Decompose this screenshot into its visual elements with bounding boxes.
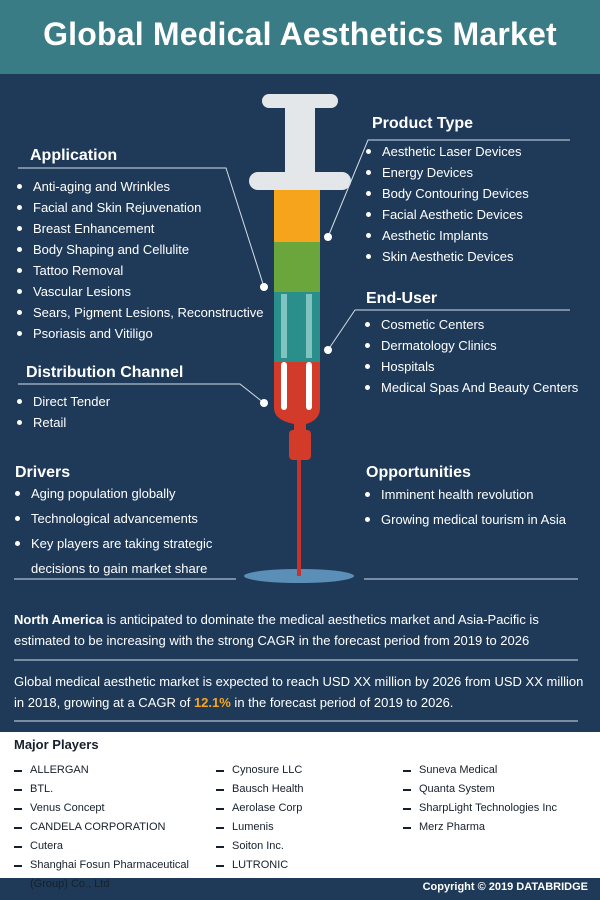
list-item: Breast Enhancement [17, 218, 264, 239]
list-item: Medical Spas And Beauty Centers [365, 377, 578, 398]
player-item: Venus Concept [14, 799, 189, 818]
summary-north-america [14, 609, 586, 651]
page-title: Global Medical Aesthetics Market [43, 16, 557, 52]
application-list [17, 176, 264, 344]
player-item: SharpLight Technologies Inc [403, 799, 557, 818]
list-item: Skin Aesthetic Devices [366, 246, 529, 267]
summary-market-forecast [14, 671, 586, 713]
copyright-text: Copyright © 2019 DATABRIDGE [422, 881, 588, 893]
players-column-3 [403, 761, 557, 837]
barrel-stripe [306, 294, 312, 358]
barrel-orange [274, 190, 320, 242]
fork-prong [306, 362, 312, 410]
list-item: Hospitals [365, 356, 578, 377]
barrel-red [274, 362, 320, 440]
player-item: BTL. [14, 780, 189, 799]
list-item: Energy Devices [366, 162, 529, 183]
player-item-continuation: (Group) Co., Ltd [30, 878, 110, 890]
player-item: LUTRONIC [216, 856, 304, 875]
list-item: Aesthetic Implants [366, 225, 529, 246]
list-item: Growing medical tourism in Asia [365, 507, 566, 532]
needle-hub [289, 430, 311, 460]
list-item: Aesthetic Laser Devices [366, 141, 529, 162]
product-type-title: Product Type [372, 115, 474, 132]
players-column-2 [216, 761, 304, 875]
fork-prong [281, 362, 287, 410]
list-item: Cosmetic Centers [365, 314, 578, 335]
barrel-teal [274, 292, 320, 362]
player-item: Suneva Medical [403, 761, 557, 780]
distribution-channel-list [17, 391, 110, 433]
list-item: Aging population globally [15, 481, 212, 506]
product-type-list [366, 141, 529, 267]
opportunities-title: Opportunities [366, 464, 471, 481]
application-title: Application [30, 147, 118, 164]
list-item: Key players are taking strategic [15, 531, 212, 556]
player-item: Bausch Health [216, 780, 304, 799]
barrel-stripe [281, 294, 287, 358]
summary-bold: North America [14, 612, 104, 627]
player-item: Shanghai Fosun Pharmaceutical [14, 856, 189, 875]
player-item: ALLERGAN [14, 761, 189, 780]
major-players-title: Major Players [14, 737, 99, 752]
player-item: Merz Pharma [403, 818, 557, 837]
summary-text: is anticipated to dominate the medical aesthetics market and Asia-Pacific is estimated to be increasing with the strong CAGR in the forecast period from 2019 to 2026 [14, 612, 539, 648]
list-item: Technological advancements [15, 506, 212, 531]
drivers-title: Drivers [15, 464, 71, 481]
list-item: Direct Tender [17, 391, 110, 412]
summary-text: Global medical aesthetic market is expected to reach USD XX million by 2026 from USD XX million in 2018, growing at a CAGR of [14, 674, 584, 710]
drivers-list [15, 481, 212, 556]
connector-dot [324, 233, 332, 241]
summary-text: in the forecast period of 2019 to 2026. [230, 695, 454, 710]
cagr-highlight: 12.1% [193, 695, 231, 710]
connector-dot [324, 346, 332, 354]
list-item: Facial Aesthetic Devices [366, 204, 529, 225]
end-user-title: End-User [366, 290, 438, 307]
player-item: Cynosure LLC [216, 761, 304, 780]
list-item: Facial and Skin Rejuvenation [17, 197, 264, 218]
player-item: Aerolase Corp [216, 799, 304, 818]
syringe-flange [249, 172, 351, 190]
opportunities-list [365, 482, 566, 532]
list-item: Retail [17, 412, 110, 433]
list-item: Psoriasis and Vitiligo [17, 323, 264, 344]
player-item: Lumenis [216, 818, 304, 837]
plunger-rod [285, 106, 315, 174]
needle [297, 460, 301, 576]
player-item: Quanta System [403, 780, 557, 799]
players-column-1 [14, 761, 189, 894]
list-item: Body Contouring Devices [366, 183, 529, 204]
list-item: Tattoo Removal [17, 260, 264, 281]
plunger-cap [262, 94, 338, 108]
player-item: CANDELA CORPORATION [14, 818, 189, 837]
connector-dot [260, 399, 268, 407]
distribution-channel-title: Distribution Channel [26, 364, 184, 381]
list-item: Vascular Lesions [17, 281, 264, 302]
player-item: Soiton Inc. [216, 837, 304, 856]
drivers-continuation: decisions to gain market share [31, 561, 208, 576]
list-item: Body Shaping and Cellulite [17, 239, 264, 260]
player-item: Cutera [14, 837, 189, 856]
list-item: Dermatology Clinics [365, 335, 578, 356]
list-item: Imminent health revolution [365, 482, 566, 507]
list-item: Sears, Pigment Lesions, Reconstructive [17, 302, 264, 323]
barrel-green [274, 242, 320, 292]
end-user-list [365, 314, 578, 398]
list-item: Anti-aging and Wrinkles [17, 176, 264, 197]
